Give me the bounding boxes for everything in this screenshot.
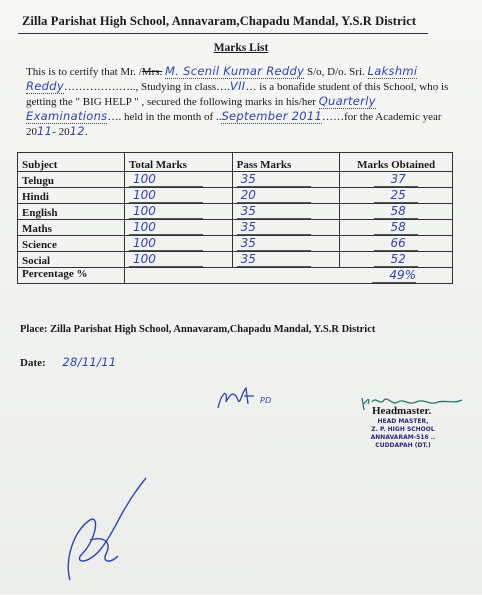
cert-text-2: S/o, [306, 66, 325, 78]
obtained-cell: 25 [340, 188, 453, 204]
subject-cell: Science [18, 236, 125, 252]
total-cell: 100 [125, 172, 233, 188]
subject-cell: Maths [18, 220, 125, 236]
pd-signature-scribble [214, 382, 284, 416]
stamp-line: Z. P. HIGH SCHOOL [371, 426, 435, 433]
table-row [18, 172, 453, 188]
place-line: Place: Zilla Parishat High School, Annavaram,Chapadu Mandal, Y.S.R District [20, 324, 376, 335]
parent-name: Lakshmi Reddy [26, 64, 418, 93]
obtained-cell: 52 [340, 252, 453, 268]
date-line [20, 355, 116, 369]
table-row [18, 252, 453, 268]
percentage-row [18, 268, 453, 284]
obtained-cell: 66 [340, 236, 453, 252]
subject-cell: English [18, 204, 125, 220]
date-label: Date: [20, 357, 46, 369]
total-cell: 100 [125, 204, 233, 220]
headmaster-stamp [348, 418, 458, 450]
table-row [18, 220, 453, 236]
cert-text-6: …. held in the month of .. [107, 111, 222, 123]
header-total: Total Marks [125, 153, 233, 172]
table-row [18, 204, 453, 220]
cert-text-1: This is to certify that Mr. / [26, 66, 142, 78]
obtained-cell: 37 [340, 172, 453, 188]
header-pass: Pass Marks [232, 153, 340, 172]
pass-cell: 35 [232, 172, 340, 188]
pass-cell: 20 [232, 188, 340, 204]
exam-month: September 2011 [221, 109, 323, 123]
header-obtained: Marks Obtained [340, 153, 453, 172]
left-signature-scribble [60, 470, 160, 590]
document-title: Marks List [213, 42, 269, 54]
cert-text-8: - 20 [52, 126, 70, 138]
exam-name: Quarterly Examinations [26, 94, 376, 123]
stamp-line: HEAD MASTER, [377, 418, 429, 425]
year-start: 11 [37, 124, 53, 138]
left-signature [60, 470, 160, 595]
obtained-cell: 58 [340, 220, 453, 236]
total-cell: 100 [125, 236, 233, 252]
cert-text-7: ……for the Academic year 20 [26, 111, 442, 138]
pass-cell: 35 [232, 204, 340, 220]
table-row [18, 188, 453, 204]
school-header: Zilla Parishat High School, Annavaram,Chapadu Mandal, Y.S.R District [22, 14, 417, 28]
subject-cell: Telugu [18, 172, 125, 188]
percentage-label: Percentage % [18, 268, 125, 284]
student-name: M. Scenil Kumar Reddy [165, 64, 305, 78]
date-value: 28/11/11 [62, 355, 117, 369]
stamp-line: ANNAVARAM-516 .. [370, 434, 436, 441]
year-end: 12 [69, 124, 85, 138]
cert-text-9: . [84, 126, 88, 138]
stamp-line: CUDDAPAH (DT.) [375, 442, 431, 449]
table-header-row [18, 153, 453, 172]
subject-cell: Social [18, 252, 125, 268]
pd-text: PD [260, 396, 272, 405]
class-value: VII [229, 79, 246, 93]
pass-cell: 35 [232, 220, 340, 236]
pass-cell: 35 [232, 236, 340, 252]
table-row [18, 236, 453, 252]
marks-table [17, 152, 453, 284]
total-cell: 100 [125, 252, 233, 268]
headmaster-label: Headmaster. [372, 405, 432, 417]
header-rule [18, 33, 428, 34]
total-cell: 100 [125, 220, 233, 236]
certificate-text [26, 64, 451, 139]
cert-text-5: … is a bonafide student of this School, who is getting the " BIG HELP " , secured the following marks in his/her [26, 81, 449, 108]
total-cell: 100 [125, 188, 233, 204]
cert-text-3: D/o. Sri. [327, 66, 365, 78]
obtained-cell: 58 [340, 204, 453, 220]
percentage-value: 49% [125, 268, 453, 284]
cert-text-4: ……………….., Studying in class…. [63, 81, 230, 93]
struck-mrs: Mrs. [141, 66, 163, 78]
header-subject: Subject [18, 153, 125, 172]
pass-cell: 35 [232, 252, 340, 268]
subject-cell: Hindi [18, 188, 125, 204]
pd-signature [214, 382, 284, 421]
